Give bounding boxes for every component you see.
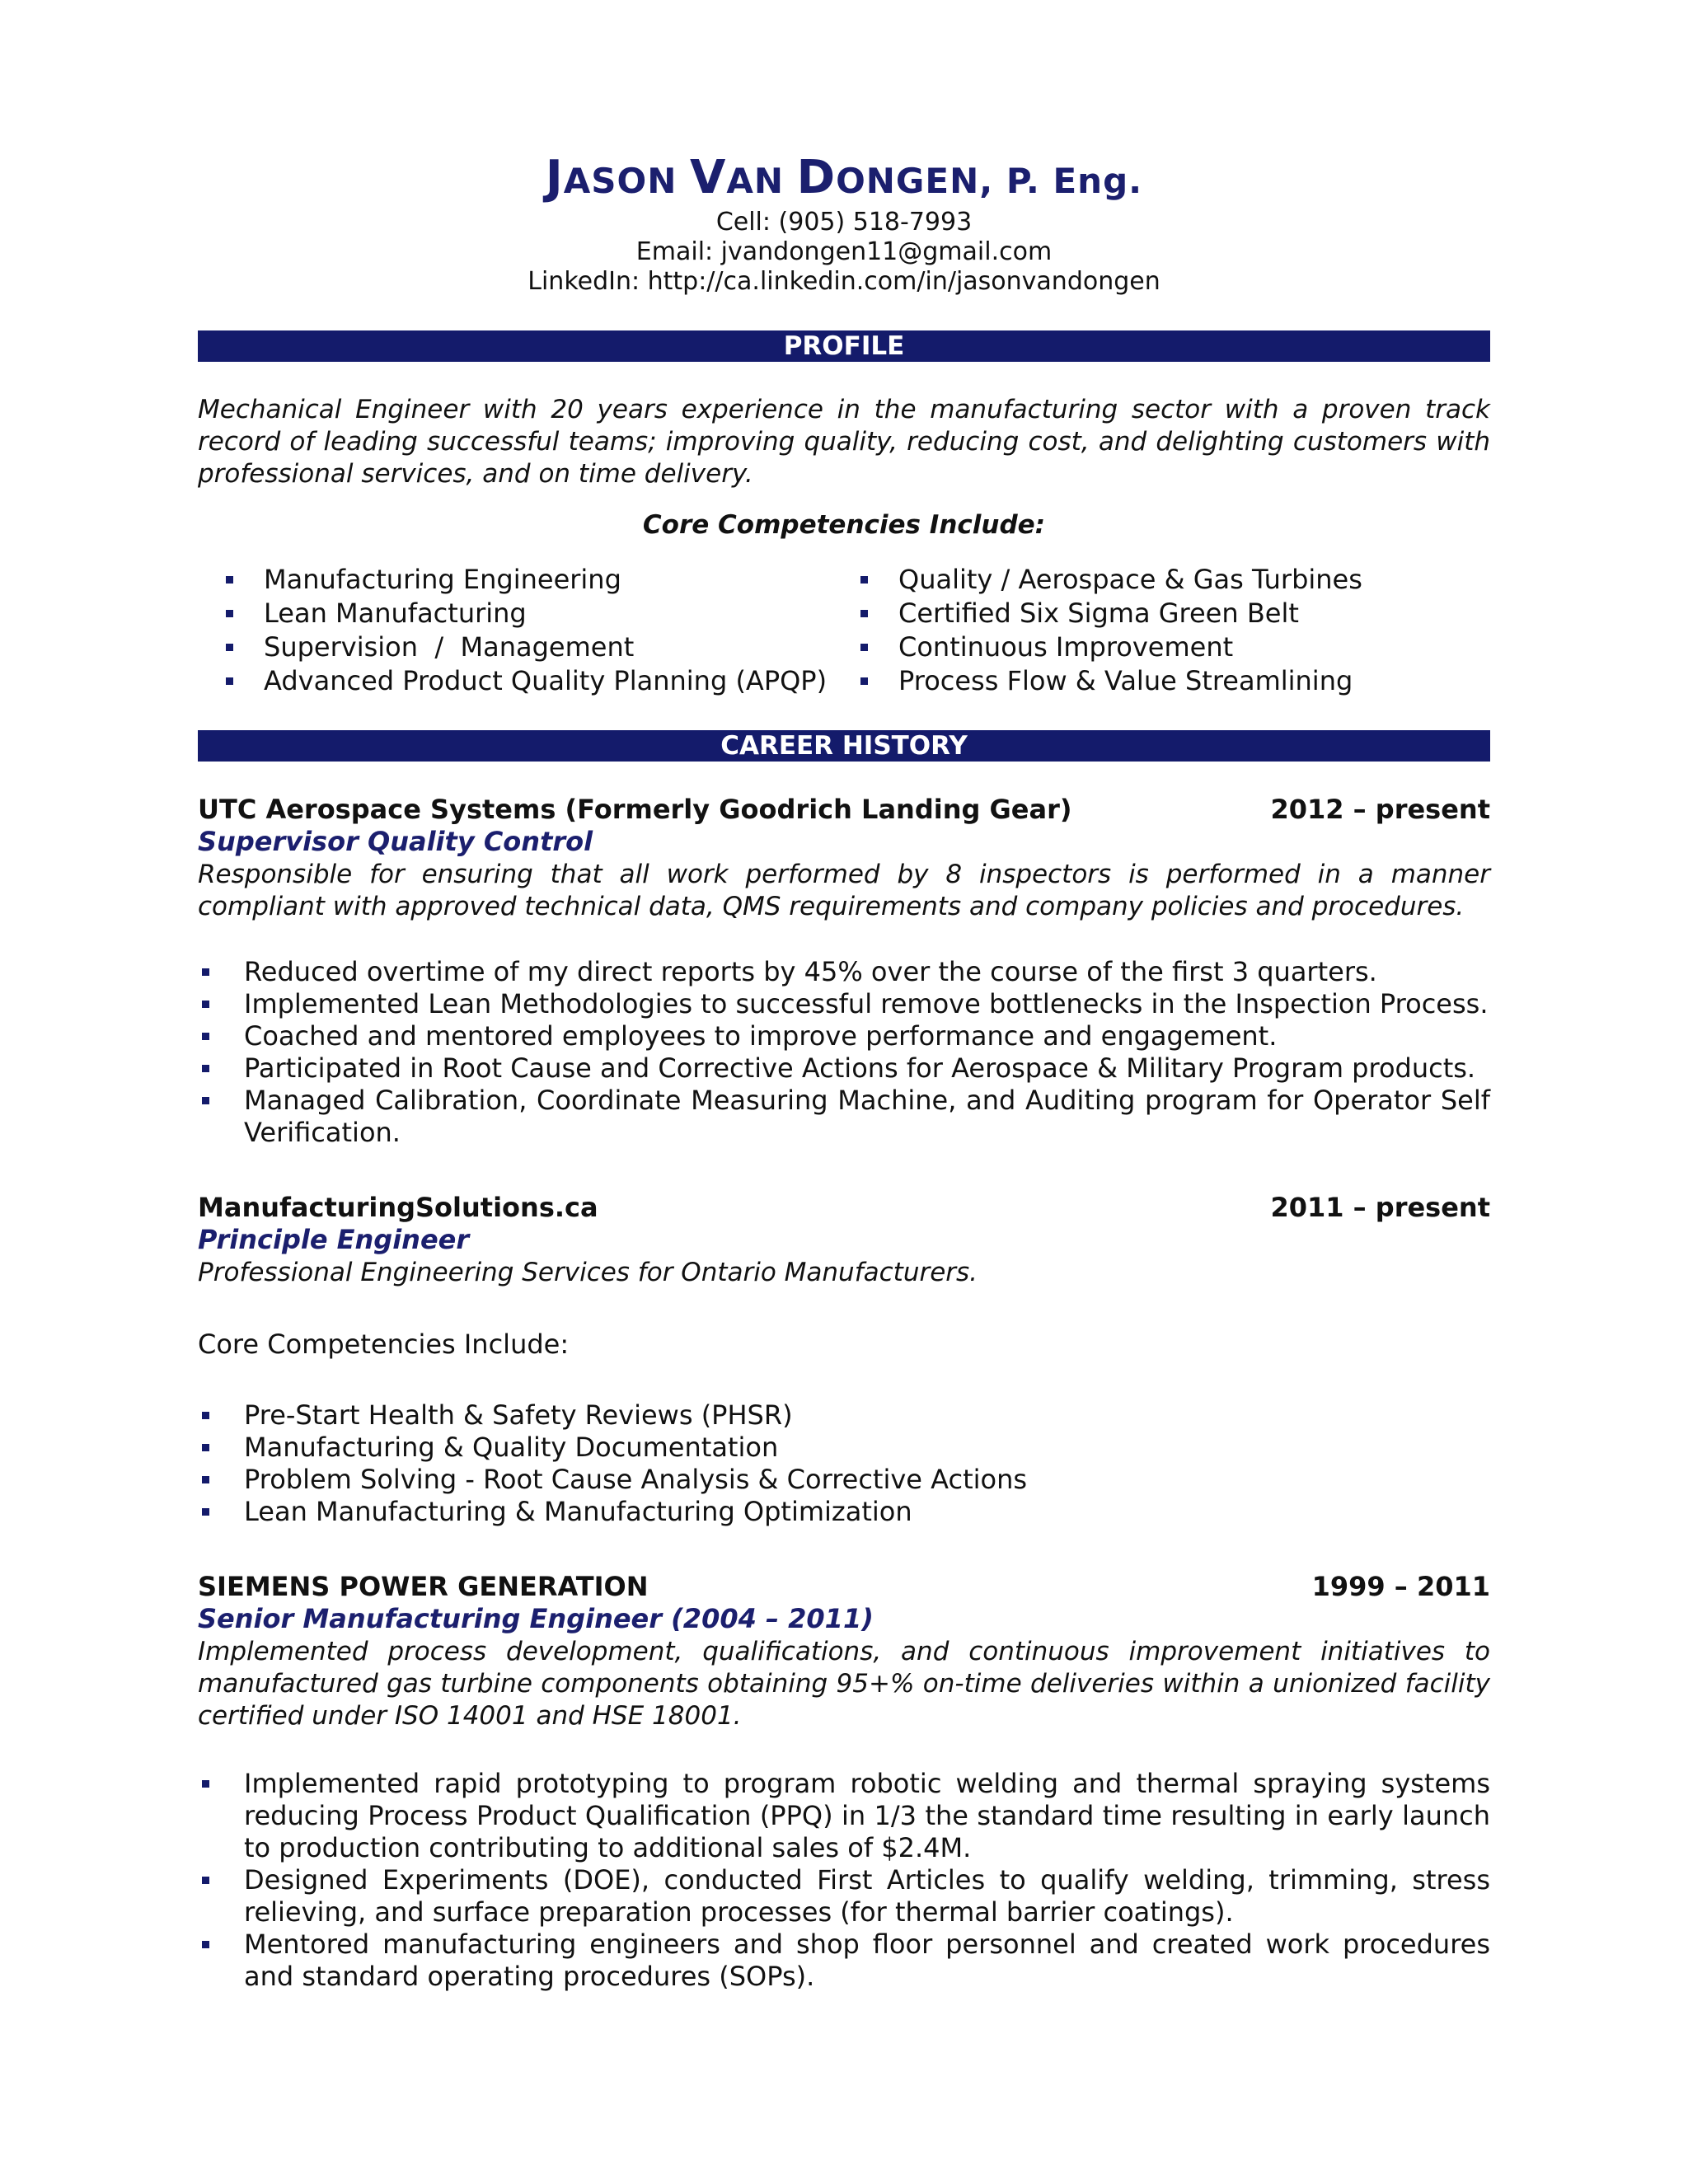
profile-summary: Mechanical Engineer with 20 years experience in the manufacturing sector with a proven track record of leading successful teams; improving quality, reducing cost, and delighting customers with professional services, and on time delivery.: [198, 395, 1490, 489]
job-3-dates: 1999 – 2011: [1311, 1571, 1490, 1602]
list-item: Implemented Lean Methodologies to successful remove bottlenecks in the Inspection Process.: [198, 988, 1490, 1020]
career-history-banner: CAREER HISTORY: [198, 730, 1490, 762]
job-3-header: [198, 1570, 1490, 1603]
name-cap-2: V: [689, 151, 727, 204]
list-item: Designed Experiments (DOE), conducted First Articles to qualify welding, trimming, stress relieving, and surface preparation processes (for thermal barrier coatings).: [198, 1864, 1490, 1929]
list-item: Mentored manufacturing engineers and shop floor personnel and created work procedures and standard operating procedures (SOPs).: [198, 1929, 1490, 1993]
job-3-role: Senior Manufacturing Engineer (2004 – 2011): [198, 1603, 874, 1634]
job-3-achievements: [198, 1768, 1490, 1993]
name-rest-3: ONGEN: [836, 161, 980, 201]
list-item: Participated in Root Cause and Corrective Actions for Aerospace & Military Program products.: [198, 1052, 1490, 1085]
contact-email[interactable]: Email: jvandongen11@gmail.com: [635, 237, 1053, 266]
job-1-header: [198, 793, 1490, 826]
list-item: Continuous Improvement: [860, 630, 1362, 664]
job-1-company: UTC Aerospace Systems (Formerly Goodrich Landing Gear): [198, 794, 1072, 825]
contact-cell: Cell: (905) 518-7993: [715, 208, 973, 237]
contact-linkedin[interactable]: LinkedIn: http://ca.linkedin.com/in/jasonvandongen: [528, 267, 1160, 296]
job-3-description: Implemented process development, qualifications, and continuous improvement initiatives to manufactured gas turbine components obtaining 95+% on-time deliveries within a unionized facility certified under ISO 14001 and HSE 18001.: [198, 1637, 1490, 1731]
name-cap-1: J: [545, 151, 564, 204]
job-1-role: Supervisor Quality Control: [198, 826, 593, 857]
job-1-dates: 2012 – present: [1270, 794, 1490, 825]
job-2-dates: 2011 – present: [1270, 1192, 1490, 1223]
job-2-competencies: [198, 1399, 1490, 1528]
list-item: Lean Manufacturing & Manufacturing Optimization: [198, 1496, 1490, 1528]
list-item: Certified Six Sigma Green Belt: [860, 597, 1362, 630]
name-rest-1: ASON: [563, 161, 690, 201]
competencies-title: Core Competencies Include:: [642, 510, 1046, 540]
job-2-role: Principle Engineer: [198, 1224, 470, 1255]
profile-banner: PROFILE: [198, 330, 1490, 362]
job-3-company: SIEMENS POWER GENERATION: [198, 1571, 649, 1602]
job-2-description: Professional Engineering Services for Ontario Manufacturers.: [198, 1258, 978, 1287]
job-2-company: ManufacturingSolutions.ca: [198, 1192, 598, 1223]
list-item: Quality / Aerospace & Gas Turbines: [860, 563, 1362, 597]
list-item: Problem Solving - Root Cause Analysis & Corrective Actions: [198, 1464, 1490, 1496]
list-item: Pre-Start Health & Safety Reviews (PHSR): [198, 1399, 1490, 1432]
list-item: Managed Calibration, Coordinate Measuring Machine, and Auditing program for Operator Self Verification.: [198, 1085, 1490, 1149]
job-2-header: [198, 1191, 1490, 1224]
job-1-description: Responsible for ensuring that all work performed by 8 inspectors is performed in a manner compliant with approved technical data, QMS requirements and company policies and procedures.: [198, 860, 1490, 921]
list-item: Implemented rapid prototyping to program robotic welding and thermal spraying systems reducing Process Product Qualification (PPQ) in 1/3 the standard time resulting in early launch to production contributing to additional sales of $2.4M.: [198, 1768, 1490, 1864]
name-cap-3: D: [796, 151, 837, 204]
name-suffix: , P. Eng.: [979, 161, 1143, 201]
list-item: Reduced overtime of my direct reports by 45% over the course of the first 3 quarters.: [198, 956, 1490, 988]
list-item: Coached and mentored employees to improve performance and engagement.: [198, 1020, 1490, 1052]
list-item: Process Flow & Value Streamlining: [860, 664, 1362, 698]
list-item: Manufacturing & Quality Documentation: [198, 1432, 1490, 1464]
list-item: Manufacturing Engineering: [226, 563, 827, 597]
candidate-name: [198, 151, 1490, 204]
competencies-left-list: [226, 563, 827, 698]
name-rest-2: AN: [726, 161, 797, 201]
list-item: Supervision / Management: [226, 630, 827, 664]
competencies-right-list: [860, 563, 1362, 698]
job-2-subheading: Core Competencies Include:: [198, 1329, 570, 1360]
list-item: Advanced Product Quality Planning (APQP): [226, 664, 827, 698]
job-1-achievements: [198, 956, 1490, 1149]
list-item: Lean Manufacturing: [226, 597, 827, 630]
